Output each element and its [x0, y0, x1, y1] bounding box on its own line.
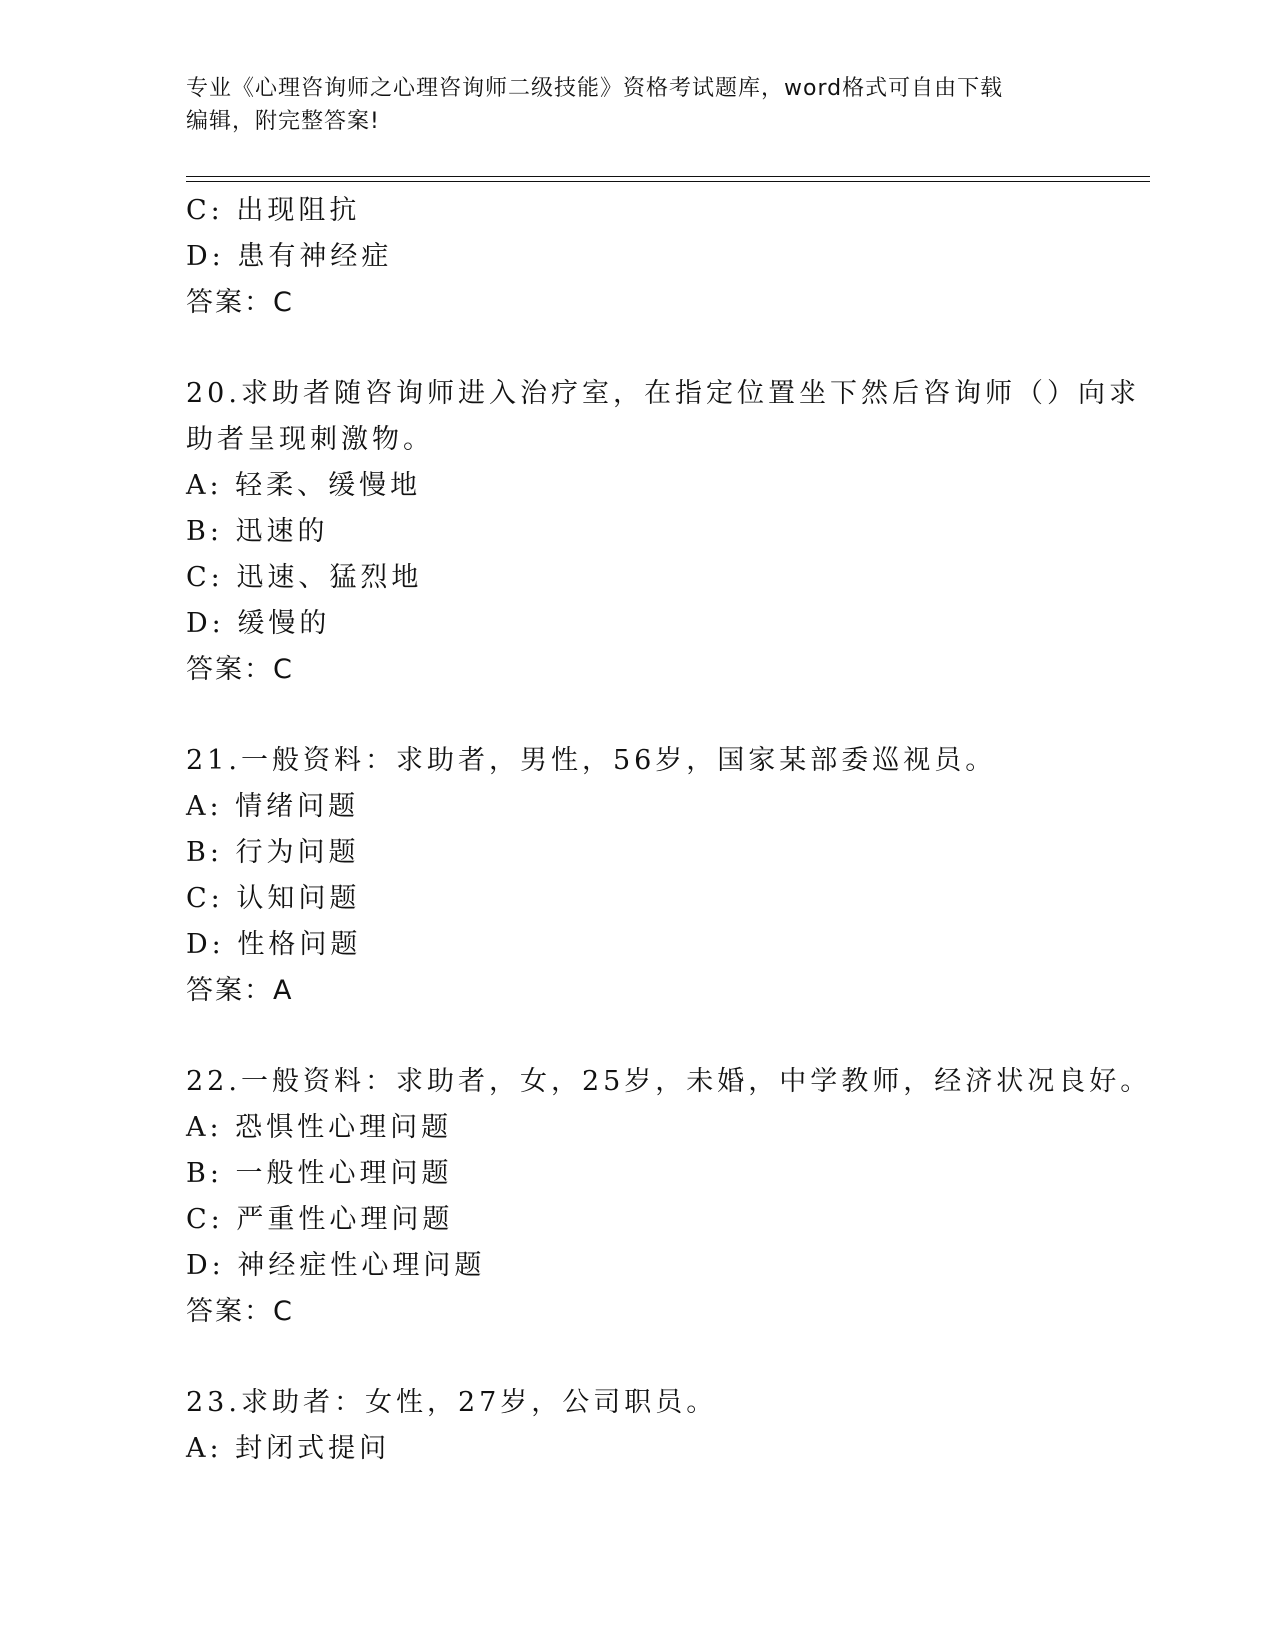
option-a: A: 恐惧性心理问题 [186, 1112, 453, 1143]
answer-line: 答案：C [186, 1296, 294, 1327]
option-d: D: 神经症性心理问题 [186, 1250, 486, 1281]
option-d: D: 性格问题 [186, 929, 362, 960]
option-c: C: 认知问题 [186, 883, 361, 914]
answer-line: 答案：C [186, 654, 294, 685]
question-block-prev [186, 188, 1086, 326]
question-block-20 [186, 371, 1140, 693]
option-c: C: 迅速、猛烈地 [186, 562, 423, 593]
question-stem-line-1: 20.求助者随咨询师进入治疗室，在指定位置坐下然后咨询师（）向求 [186, 378, 1140, 409]
option-a: A: 情绪问题 [186, 791, 360, 822]
option-a: A: 轻柔、缓慢地 [186, 470, 422, 501]
header-line-1: 专业《心理咨询师之心理咨询师二级技能》资格考试题库，word格式可自由下载 [186, 76, 1004, 101]
option-d: D: 患有神经症 [186, 241, 393, 272]
header-line-2: 编辑，附完整答案! [186, 109, 380, 134]
header-divider-top [186, 176, 1150, 177]
question-stem-line-2: 助者呈现刺激物。 [186, 424, 434, 455]
option-b: B: 行为问题 [186, 837, 360, 868]
document-header [186, 72, 1066, 138]
question-stem: 23.求助者：女性，27岁，公司职员。 [186, 1387, 718, 1418]
header-divider-bottom [186, 181, 1150, 182]
option-b: B: 一般性心理问题 [186, 1158, 453, 1189]
option-a: A: 封闭式提问 [186, 1433, 391, 1464]
option-b: B: 迅速的 [186, 516, 329, 547]
question-stem: 21.一般资料：求助者，男性，56岁，国家某部委巡视员。 [186, 745, 997, 776]
question-block-21 [186, 738, 1086, 1014]
option-d: D: 缓慢的 [186, 608, 331, 639]
question-list [186, 188, 1152, 1472]
question-block-23 [186, 1380, 1086, 1472]
question-block-22 [186, 1059, 1152, 1335]
option-c: C: 严重性心理问题 [186, 1204, 454, 1235]
option-c: C: 出现阻抗 [186, 195, 361, 226]
answer-line: 答案：A [186, 975, 294, 1006]
answer-line: 答案：C [186, 287, 294, 318]
question-stem: 22.一般资料：求助者，女，25岁，未婚，中学教师，经济状况良好。 [186, 1066, 1152, 1097]
